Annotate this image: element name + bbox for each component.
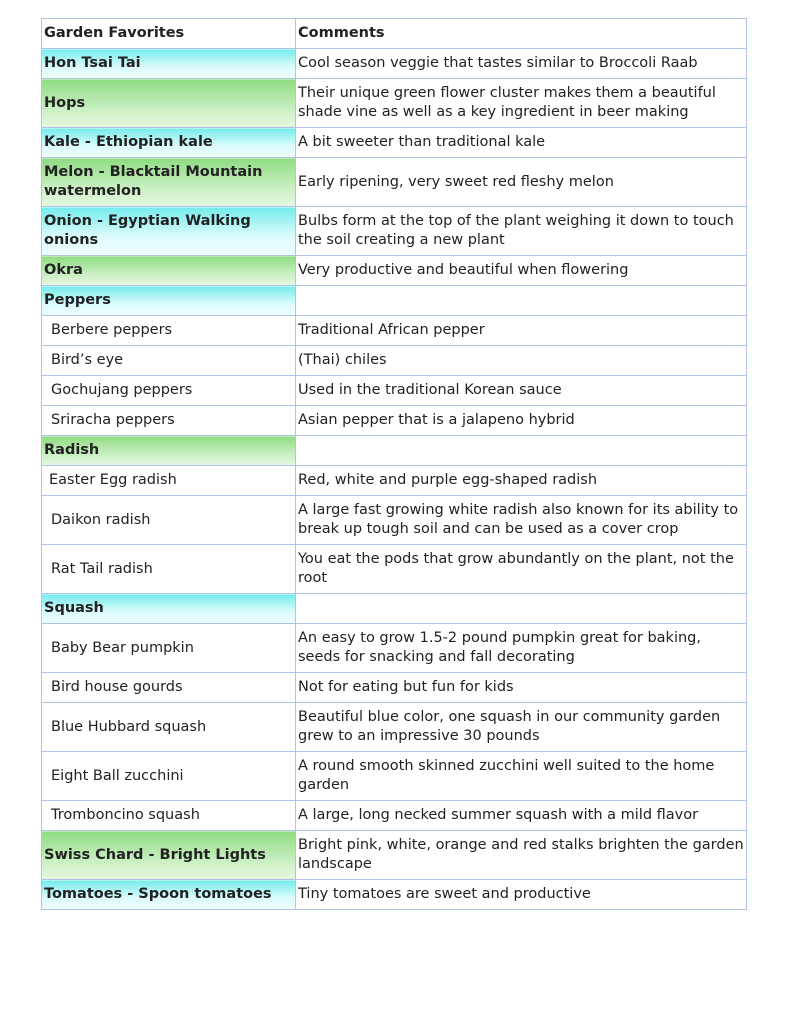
table-row [42, 79, 747, 128]
category-cell: Tomatoes - Spoon tomatoes [42, 880, 296, 910]
table-row [42, 496, 747, 545]
table-row [42, 316, 747, 346]
comment-cell: Very productive and beautiful when flowering [296, 256, 747, 286]
comment-cell: Traditional African pepper [296, 316, 747, 346]
variety-cell: Easter Egg radish [42, 466, 296, 496]
category-cell: Swiss Chard - Bright Lights [42, 831, 296, 880]
table-row [42, 594, 747, 624]
comment-cell: A large, long necked summer squash with a mild flavor [296, 801, 747, 831]
comment-cell: Bright pink, white, orange and red stalks brighten the garden landscape [296, 831, 747, 880]
garden-favorites-table [41, 18, 747, 910]
table-row [42, 49, 747, 79]
comment-cell: A large fast growing white radish also known for its ability to break up tough soil and can be used as a cover crop [296, 496, 747, 545]
table-row [42, 376, 747, 406]
variety-cell: Baby Bear pumpkin [42, 624, 296, 673]
comment-cell: Early ripening, very sweet red fleshy melon [296, 158, 747, 207]
variety-cell: Blue Hubbard squash [42, 703, 296, 752]
comment-cell: Cool season veggie that tastes similar to Broccoli Raab [296, 49, 747, 79]
comment-cell [296, 436, 747, 466]
table-row [42, 466, 747, 496]
table-row [42, 545, 747, 594]
comment-cell: You eat the pods that grow abundantly on the plant, not the root [296, 545, 747, 594]
variety-cell: Sriracha peppers [42, 406, 296, 436]
column-header-name: Garden Favorites [42, 19, 296, 49]
category-cell: Radish [42, 436, 296, 466]
variety-cell: Daikon radish [42, 496, 296, 545]
comment-cell: (Thai) chiles [296, 346, 747, 376]
comment-cell: Not for eating but fun for kids [296, 673, 747, 703]
table-row [42, 436, 747, 466]
comment-cell [296, 286, 747, 316]
variety-cell: Bird’s eye [42, 346, 296, 376]
category-cell: Hon Tsai Tai [42, 49, 296, 79]
category-cell: Okra [42, 256, 296, 286]
table-row [42, 831, 747, 880]
header-row [42, 19, 747, 49]
variety-cell: Berbere peppers [42, 316, 296, 346]
variety-cell: Tromboncino squash [42, 801, 296, 831]
table-row [42, 624, 747, 673]
table-row [42, 801, 747, 831]
comment-cell: An easy to grow 1.5-2 pound pumpkin great for baking, seeds for snacking and fall decorating [296, 624, 747, 673]
comment-cell: Red, white and purple egg-shaped radish [296, 466, 747, 496]
category-cell: Melon - Blacktail Mountain watermelon [42, 158, 296, 207]
variety-cell: Bird house gourds [42, 673, 296, 703]
table-row [42, 703, 747, 752]
comment-cell: Bulbs form at the top of the plant weighing it down to touch the soil creating a new plant [296, 207, 747, 256]
variety-cell: Eight Ball zucchini [42, 752, 296, 801]
comment-cell: Used in the traditional Korean sauce [296, 376, 747, 406]
comment-cell: Their unique green flower cluster makes them a beautiful shade vine as well as a key ingredient in beer making [296, 79, 747, 128]
table-row [42, 256, 747, 286]
variety-cell: Gochujang peppers [42, 376, 296, 406]
column-header-comments: Comments [296, 19, 747, 49]
table-row [42, 158, 747, 207]
category-cell: Squash [42, 594, 296, 624]
category-cell: Kale - Ethiopian kale [42, 128, 296, 158]
table-row [42, 880, 747, 910]
table-row [42, 346, 747, 376]
table-row [42, 207, 747, 256]
comment-cell: Asian pepper that is a jalapeno hybrid [296, 406, 747, 436]
table-row [42, 673, 747, 703]
comment-cell: A round smooth skinned zucchini well suited to the home garden [296, 752, 747, 801]
category-cell: Hops [42, 79, 296, 128]
category-cell: Onion - Egyptian Walking onions [42, 207, 296, 256]
table-row [42, 286, 747, 316]
comment-cell: Tiny tomatoes are sweet and productive [296, 880, 747, 910]
comment-cell [296, 594, 747, 624]
variety-cell: Rat Tail radish [42, 545, 296, 594]
table-row [42, 128, 747, 158]
table-row [42, 406, 747, 436]
comment-cell: A bit sweeter than traditional kale [296, 128, 747, 158]
comment-cell: Beautiful blue color, one squash in our community garden grew to an impressive 30 pounds [296, 703, 747, 752]
table-row [42, 752, 747, 801]
category-cell: Peppers [42, 286, 296, 316]
